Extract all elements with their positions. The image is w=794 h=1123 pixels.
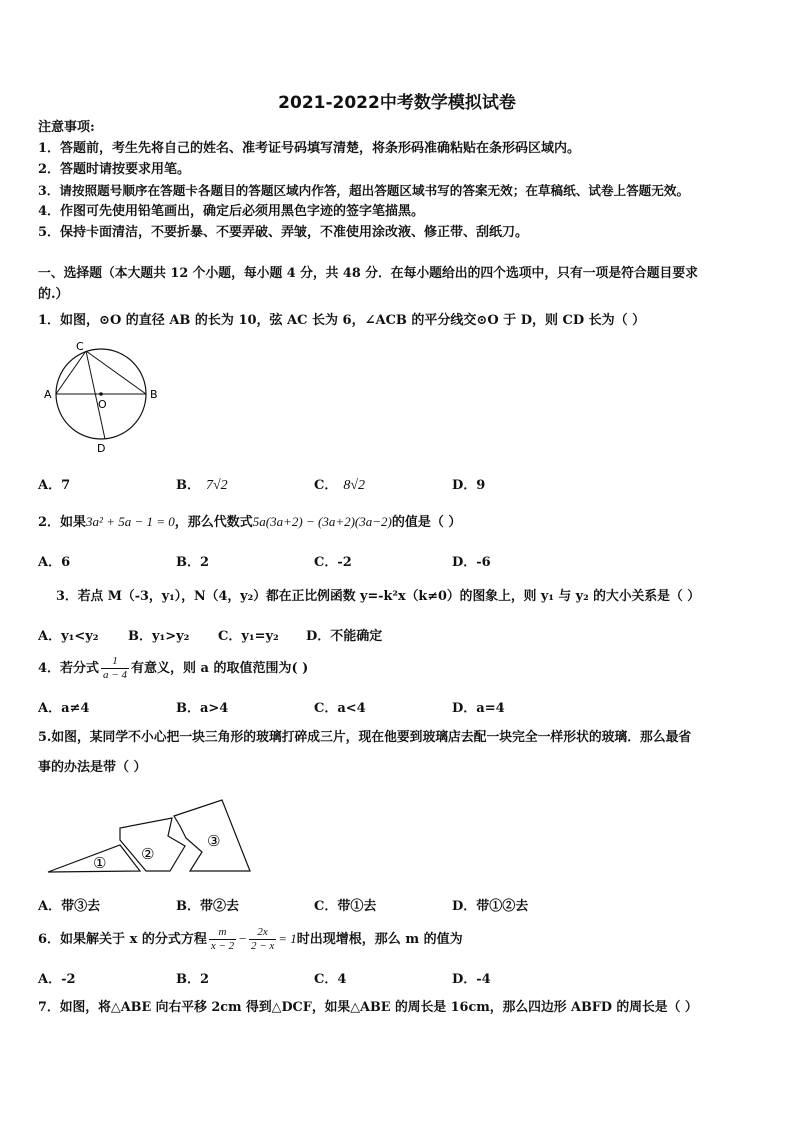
notice-item-4: 4．作图可先使用铅笔画出，确定后必须用黑色字迹的签字笔描黑。 (38, 204, 425, 219)
question-2-text (38, 512, 461, 533)
q3-option-c[interactable]: C．y₁=y₂ (218, 629, 279, 644)
label-c: C (76, 340, 84, 353)
notice-item-1: 1．答题前，考生先将自己的姓名、准考证号码填写清楚，将条形码准确粘贴在条形码区域内。 (38, 141, 581, 156)
q6-equals: = 1 (278, 931, 297, 946)
q5-option-b[interactable]: B．带②去 (176, 899, 239, 914)
q6-f2-denominator: 2 − x (250, 940, 275, 952)
q6-suffix: 时出现增根，那么 m 的值为 (296, 932, 463, 947)
question-4-text (38, 652, 308, 686)
label-d: D (97, 442, 106, 455)
q3-option-d[interactable]: D．不能确定 (306, 629, 383, 644)
q2-expression: 5a(3a+2) − (3a+2)(3a−2) (252, 514, 392, 529)
center-point (99, 392, 103, 396)
q4-fraction (101, 655, 129, 682)
q2-suffix: 的值是（ ） (391, 515, 462, 530)
label-a: A (44, 388, 52, 401)
q6-f2-numerator: 2x (249, 926, 276, 940)
question-6-text (38, 922, 463, 957)
q3-option-a[interactable]: A．y₁<y₂ (38, 629, 99, 644)
q1-option-b-label: B． (176, 478, 200, 493)
q4-numerator: 1 (101, 655, 129, 669)
notice-item-5: 5．保持卡面清洁，不要折暴、不要弄破、弄皱，不准使用涂改液、修正带、刮纸刀。 (38, 225, 529, 240)
q6-f1-denominator: x − 2 (210, 940, 235, 952)
q1-option-b-value: 7√2 (206, 478, 228, 493)
q6-option-c[interactable]: C．4 (314, 972, 347, 987)
q4-option-c[interactable]: C．a<4 (314, 701, 366, 716)
q1-option-c-value: 8√2 (343, 478, 366, 493)
q2-option-c[interactable]: C．-2 (314, 555, 352, 570)
notice-heading: 注意事项: (38, 120, 95, 135)
q1-option-c[interactable] (314, 474, 365, 494)
q6-minus: − (238, 931, 247, 946)
q1-option-b[interactable] (176, 474, 228, 494)
q6-fraction-2 (249, 926, 276, 953)
question-5-line2: 事的办法是带（ ） (38, 760, 147, 775)
circle-figure (40, 338, 170, 458)
q6-prefix: 6．如果解关于 x 的分式方程 (38, 932, 207, 947)
question-1-text: 1．如图，⊙O 的直径 AB 的长为 10，弦 AC 长为 6，∠ACB 的平分线交⊙O 于 D，则 CD 长为（ ） (38, 313, 646, 328)
label-b: B (150, 388, 158, 401)
q3-option-b[interactable]: B．y₁>y₂ (128, 629, 190, 644)
piece-label-2: ② (141, 845, 155, 863)
q4-suffix: 有意义，则 a 的取值范围为( ) (130, 661, 309, 676)
q4-option-b[interactable]: B．a>4 (176, 701, 229, 716)
q2-option-d[interactable]: D．-6 (452, 555, 491, 570)
broken-glass-figure (44, 796, 256, 878)
question-5-line1: 5.如图，某同学不小心把一块三角形的玻璃打碎成三片，现在他要到玻璃店去配一块完全一样形状的玻璃．那么最省 (38, 730, 692, 745)
chord-ac (56, 351, 86, 394)
piece-label-1: ① (93, 854, 107, 872)
q2-option-a[interactable]: A．6 (38, 555, 71, 570)
q5-option-c[interactable]: C．带①去 (314, 899, 377, 914)
q5-option-a[interactable]: A．带③去 (38, 899, 101, 914)
page-title: 2021-2022中考数学模拟试卷 (278, 93, 516, 113)
q5-option-d[interactable]: D．带①②去 (452, 899, 529, 914)
question-3-text: 3．若点 M（-3，y₁），N（4，y₂）都在正比例函数 y=-k²x（k≠0）的图象上，则 y₁ 与 y₂ 的大小关系是（ ） (56, 589, 700, 604)
q1-option-c-label: C． (314, 478, 338, 493)
q6-option-b[interactable]: B．2 (176, 972, 210, 987)
q4-option-a[interactable]: A．a≠4 (38, 701, 90, 716)
chord-cb (86, 351, 146, 394)
label-o: O (98, 398, 107, 411)
q2-option-b[interactable]: B．2 (176, 555, 210, 570)
q4-option-d[interactable]: D．a=4 (452, 701, 505, 716)
q2-prefix: 2．如果 (38, 515, 87, 530)
section-heading-line2: 的.） (38, 287, 69, 302)
q6-option-a[interactable]: A．-2 (38, 972, 76, 987)
q6-fraction-1 (209, 926, 236, 953)
q2-condition: 3a² + 5a − 1 = 0 (86, 514, 175, 529)
piece-label-3: ③ (207, 832, 221, 850)
notice-item-2: 2．答题时请按要求用笔。 (38, 162, 191, 177)
section-heading-line1: 一、选择题（本大题共 12 个小题，每小题 4 分，共 48 分．在每小题给出的四个选项中，只有一项是符合题目要求 (38, 266, 698, 281)
notice-item-3: 3．请按照题号顺序在答题卡各题目的答题区域内作答，超出答题区域书写的答案无效；在草稿纸、试卷上答题无效。 (38, 183, 690, 198)
q6-option-d[interactable]: D．-4 (452, 972, 491, 987)
q1-option-d[interactable]: D．9 (452, 478, 486, 493)
q4-prefix: 4．若分式 (38, 661, 100, 676)
q4-denominator: a − 4 (103, 669, 127, 681)
q6-f1-numerator: m (209, 926, 236, 940)
q2-mid: ，那么代数式 (174, 515, 253, 530)
q1-option-a[interactable]: A．7 (38, 478, 71, 493)
question-7-text: 7．如图，将△ABE 向右平移 2cm 得到△DCF，如果△ABE 的周长是 16cm，那么四边形 ABFD 的周长是（ ） (38, 1000, 698, 1015)
